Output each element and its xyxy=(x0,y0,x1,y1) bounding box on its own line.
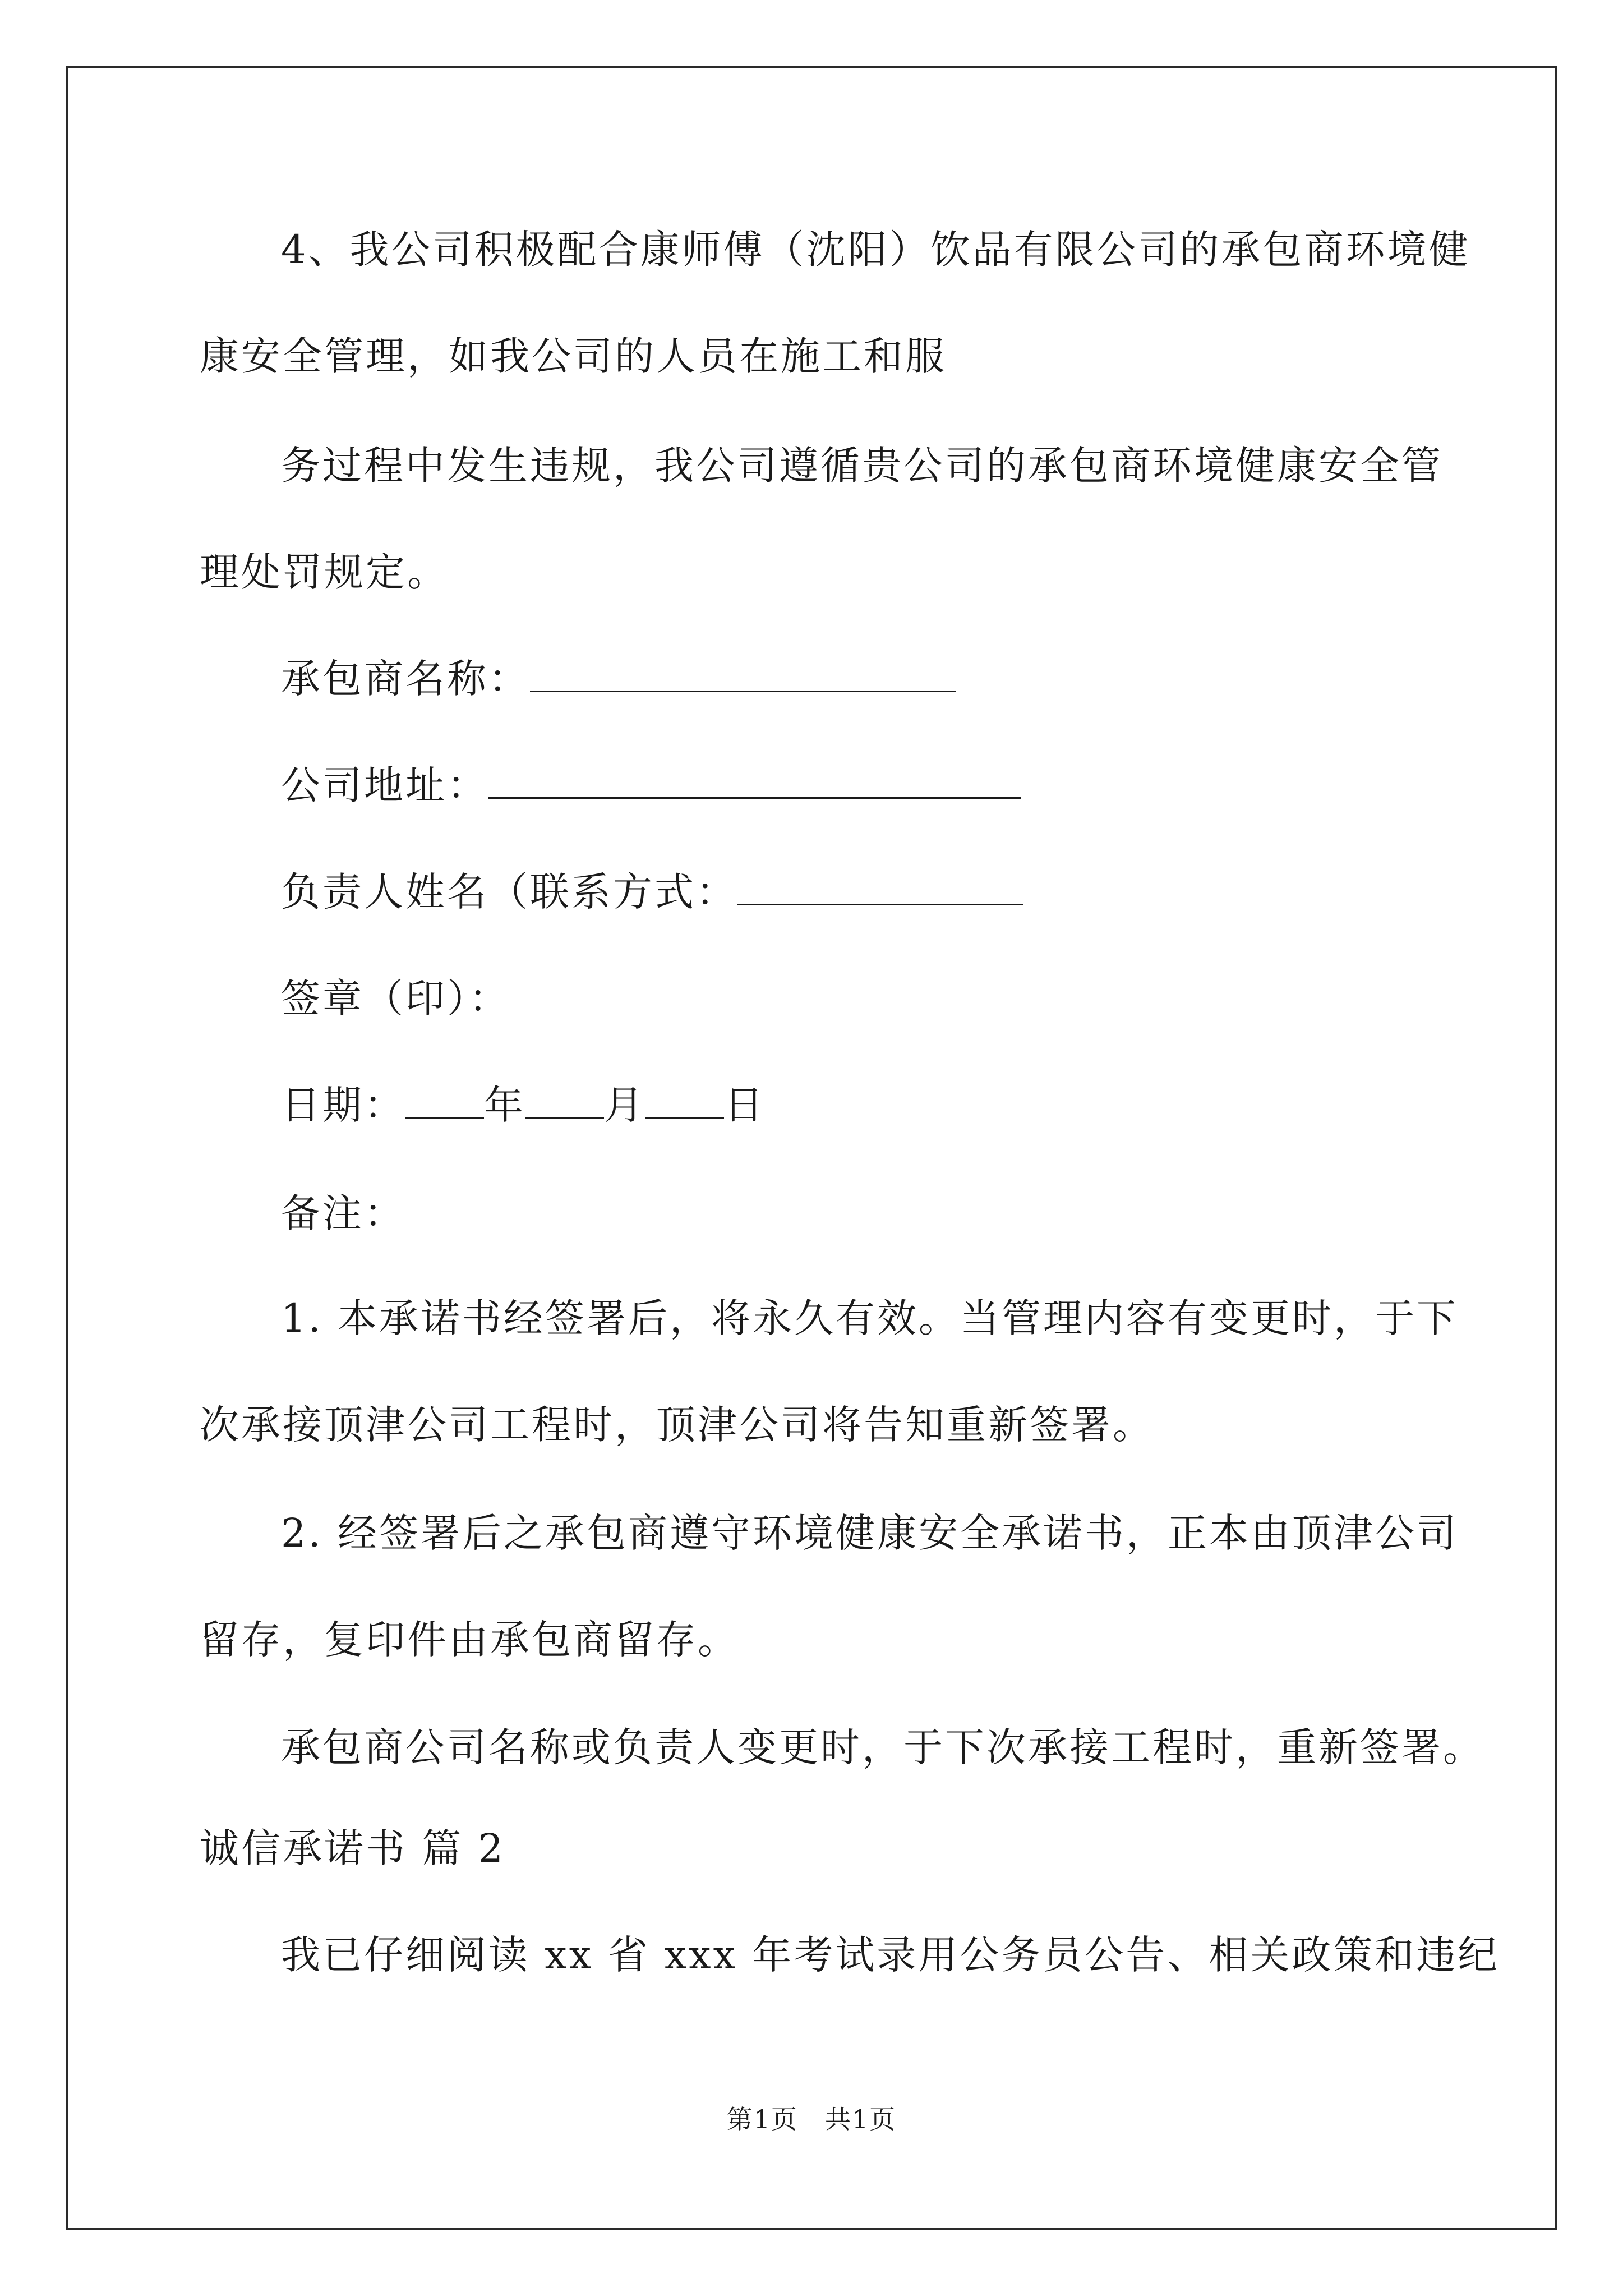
company-address-blank[interactable] xyxy=(488,762,1021,799)
page-footer: 第1页 共1页 xyxy=(726,2104,897,2134)
section-title: 诚信承诺书 篇 2 xyxy=(200,1825,506,1871)
contact-label: 负责人姓名（联系方式： xyxy=(281,869,737,915)
date-month-blank[interactable] xyxy=(525,1082,604,1119)
remarks-label: 备注： xyxy=(281,1190,405,1236)
paragraph-line: 1. 本承诺书经签署后，将永久有效。当管理内容有变更时，于下 xyxy=(281,1295,1459,1341)
seal-label: 签章（印）： xyxy=(281,976,510,1022)
page-border xyxy=(66,66,1557,2230)
paragraph-line: 理处罚规定。 xyxy=(200,549,449,595)
company-address-field xyxy=(281,760,1021,811)
date-field xyxy=(281,1080,766,1130)
paragraph-line: 我已仔细阅读 xx 省 xxx 年考试录用公务员公告、相关政策和违纪 xyxy=(281,1932,1500,1978)
date-day-label: 日 xyxy=(724,1082,766,1128)
paragraph-line: 2. 经签署后之承包商遵守环境健康安全承诺书，正本由顶津公司 xyxy=(281,1510,1459,1556)
date-year-blank[interactable] xyxy=(405,1082,484,1119)
contact-field xyxy=(281,867,1023,917)
company-address-label: 公司地址： xyxy=(281,762,488,808)
contractor-name-field xyxy=(281,654,956,704)
contractor-name-label: 承包商名称： xyxy=(281,656,530,702)
date-day-blank[interactable] xyxy=(645,1082,724,1119)
date-month-label: 月 xyxy=(604,1082,645,1128)
paragraph-line: 务过程中发生违规，我公司遵循贵公司的承包商环境健康安全管 xyxy=(281,443,1443,489)
date-label: 日期： xyxy=(281,1082,405,1128)
contact-blank[interactable] xyxy=(737,869,1023,905)
paragraph-line: 康安全管理，如我公司的人员在施工和服 xyxy=(200,333,947,379)
date-year-label: 年 xyxy=(484,1082,525,1128)
paragraph-line: 4、我公司积极配合康师傅（沈阳）饮品有限公司的承包商环境健 xyxy=(281,227,1470,273)
contractor-name-blank[interactable] xyxy=(530,656,956,692)
paragraph-line: 留存，复印件由承包商留存。 xyxy=(200,1617,739,1663)
paragraph-line: 承包商公司名称或负责人变更时，于下次承接工程时，重新签署。 xyxy=(281,1724,1484,1770)
paragraph-line: 次承接顶津公司工程时，顶津公司将告知重新签署。 xyxy=(200,1402,1154,1448)
